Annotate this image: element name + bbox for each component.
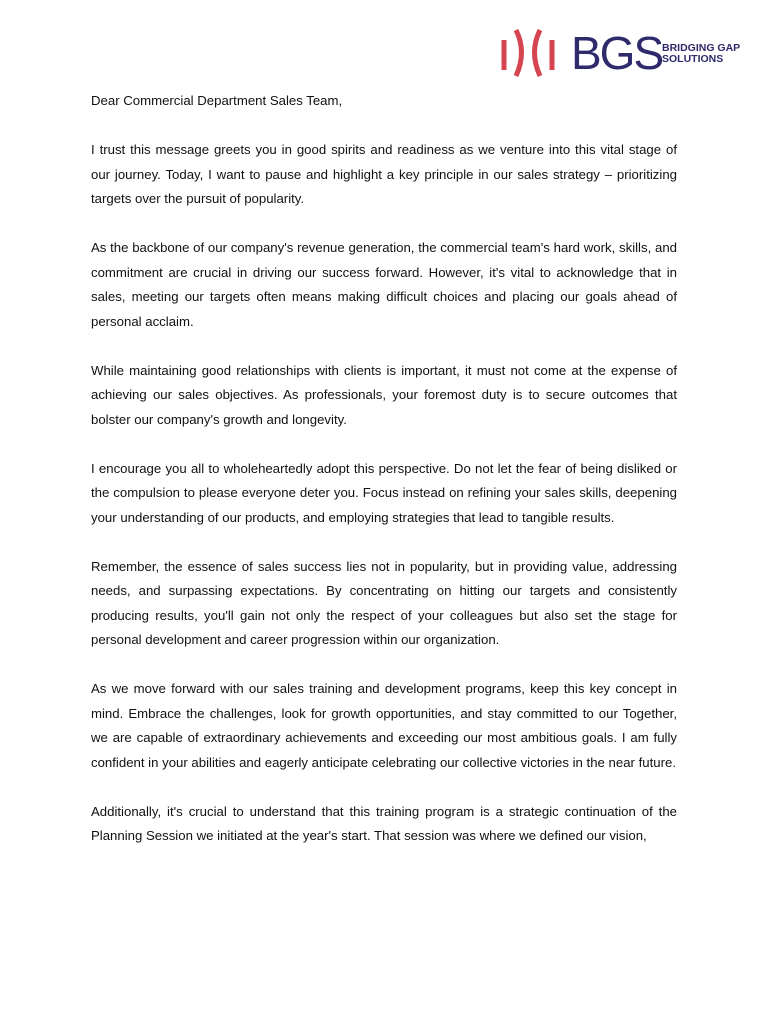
tagline-line-1: BRIDGING GAP <box>662 42 741 54</box>
letter-paragraph: As the backbone of our company's revenue generation, the commercial team's hard work, skills, and commitment are crucial in driving our success forward. However, it's vital to acknowledge that in sales, meeting our targets often means making difficult choices and placing our goals ahead of personal acclaim. <box>91 240 677 329</box>
letter-paragraph: Remember, the essence of sales success lies not in popularity, but in providing value, addressing needs, and surpassing expectations. By concentrating on hitting our targets and consistently producing results, you'll gain not only the respect of your colleagues but also set the stage for personal development and career progression within our organization. <box>91 558 677 647</box>
bgs-bracket-mark-icon <box>498 26 568 82</box>
company-logo <box>498 26 768 82</box>
tagline-line-2: SOLUTIONS <box>662 53 724 65</box>
brand-name: BGS <box>571 27 663 79</box>
brand-tagline <box>662 43 740 65</box>
letter-greeting: Dear Commercial Department Sales Team, <box>91 93 343 108</box>
letter-paragraph: Additionally, it's crucial to understand that this training program is a strategic continuation of the Planning Session we initiated at the year's start. That session was where we defined our vision, <box>91 803 677 843</box>
letter-paragraph: While maintaining good relationships with clients is important, it must not come at the expense of achieving our sales objectives. As professionals, your foremost duty is to secure outcomes that bolster our company's growth and longevity. <box>91 362 677 427</box>
letter-paragraph: I encourage you all to wholeheartedly adopt this perspective. Do not let the fear of being disliked or the compulsion to please everyone deter you. Focus instead on refining your sales skills, deepening your understanding of our products, and employing strategies that lead to tangible results. <box>91 460 677 525</box>
letter-body <box>91 89 677 873</box>
letter-paragraph: As we move forward with our sales training and development programs, keep this key concept in mind. Embrace the challenges, look for growth opportunities, and stay committed to our Together, we are capable of extraordinary achievements and exceeding our most ambitious goals. I am fully confident in your abilities and eagerly anticipate celebrating our collective victories in the near future. <box>91 681 677 770</box>
letter-paragraph: I trust this message greets you in good spirits and readiness as we venture into this vital stage of our journey. Today, I want to pause and highlight a key principle in our sales strategy – prioritizing targets over the pursuit of popularity. <box>91 142 677 206</box>
